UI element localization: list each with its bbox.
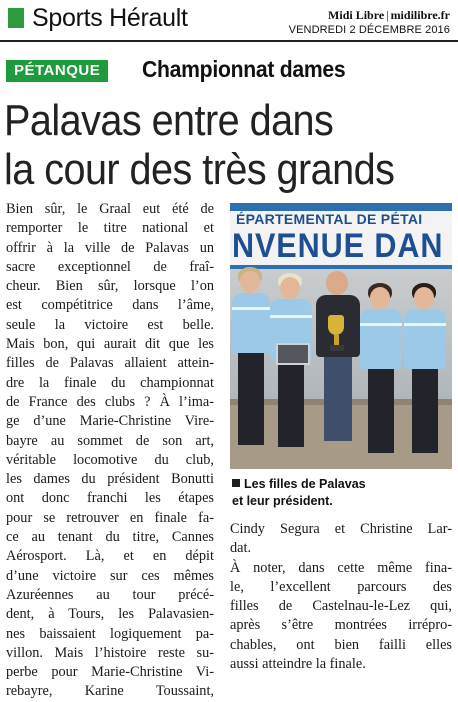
body-line: seule la victoire est belle. bbox=[6, 316, 214, 333]
jacket-stripe bbox=[404, 323, 446, 326]
face-shape bbox=[414, 287, 434, 309]
trousers-shape bbox=[412, 369, 438, 453]
headline-line: Palavas entre dans bbox=[4, 96, 334, 145]
section-title: Sports Hérault bbox=[32, 4, 188, 32]
face-shape bbox=[280, 277, 300, 299]
body-line: Azuréennes au tour précé- bbox=[6, 586, 214, 603]
page-header bbox=[0, 0, 458, 46]
brand-separator: | bbox=[386, 8, 389, 22]
jacket-stripe bbox=[232, 307, 270, 310]
body-line: cheur. Bien sûr, lorsque l’on bbox=[6, 278, 214, 295]
body-line: dre la finale du championnat bbox=[6, 374, 214, 391]
photo-caption bbox=[232, 476, 366, 510]
body-line: remporter le titre national et bbox=[6, 220, 214, 237]
body-line: Bien sûr, le Graal eut été de bbox=[6, 201, 214, 217]
header-rule bbox=[0, 40, 458, 42]
body-line: bayre au sommet de son art, bbox=[6, 432, 214, 449]
body-line: dat. bbox=[230, 540, 252, 557]
team-photo bbox=[230, 203, 452, 469]
trousers-shape bbox=[238, 353, 264, 445]
caption-line bbox=[232, 476, 366, 493]
issue-date: VENDREDI 2 DÉCEMBRE 2016 bbox=[288, 24, 450, 36]
body-line: d’une victoire sur ces mêmes bbox=[6, 567, 214, 584]
banner-text-top: ÉPARTEMENTAL DE PÉTAI bbox=[236, 211, 423, 227]
body-line: filles de Castelnau-le-Lez qui, bbox=[230, 598, 452, 615]
face-shape bbox=[370, 287, 390, 309]
face-shape bbox=[326, 271, 348, 295]
body-line: ce au tenant du titre, Cannes bbox=[6, 529, 214, 546]
newspaper-brand bbox=[328, 8, 450, 23]
banner-stripe bbox=[230, 203, 452, 211]
body-line: véritable locomotive du club, bbox=[6, 451, 214, 468]
body-line: pour se retrouver en finale fa- bbox=[6, 509, 214, 526]
trousers-shape bbox=[368, 369, 394, 453]
trousers-shape bbox=[324, 357, 352, 441]
photo-banner bbox=[230, 203, 452, 269]
brand-name: Midi Libre bbox=[328, 8, 385, 22]
jacket-shape bbox=[404, 309, 446, 369]
body-line: Mais bon, qui aurait dit que les bbox=[6, 336, 214, 353]
article-headline bbox=[4, 96, 394, 194]
brand-site: midilibre.fr bbox=[390, 8, 450, 22]
body-line: ge d’une Marie-Christine Vire- bbox=[6, 413, 214, 430]
trophy-shape bbox=[328, 315, 344, 335]
body-line: après s’être montrées irrépro- bbox=[230, 617, 452, 634]
body-line: offrir à la ville de Palavas un bbox=[6, 239, 214, 256]
jacket-stripe bbox=[270, 315, 312, 318]
body-line: villon. Mais l’histoire reste su- bbox=[6, 644, 214, 661]
body-line: rebayre, Karine Toussaint, bbox=[6, 683, 214, 700]
jacket-shape bbox=[232, 293, 270, 353]
section-marker bbox=[8, 8, 24, 28]
award-plaque bbox=[276, 343, 310, 365]
caption-text: Les filles de Palavas bbox=[244, 477, 366, 491]
body-line: sacre exceptionnel de fraî- bbox=[6, 258, 214, 275]
trousers-shape bbox=[278, 361, 304, 447]
body-line: le, l’excellent parcours des bbox=[230, 578, 452, 595]
body-line: perbe pour Marie-Christine Vi- bbox=[6, 664, 214, 681]
body-line: est compétitrice dans l’âme, bbox=[6, 297, 214, 314]
body-column-left bbox=[6, 200, 214, 702]
body-line: ont donc franchi les étapes bbox=[6, 490, 214, 507]
headline-line: la cour des très grands bbox=[4, 145, 395, 194]
caption-bullet bbox=[232, 479, 240, 487]
article-kicker: Championnat dames bbox=[142, 56, 346, 82]
face-shape bbox=[240, 271, 260, 293]
body-line: À noter, dans cette même fina- bbox=[230, 559, 452, 576]
body-line: chables, ont bien failli elles bbox=[230, 636, 452, 653]
caption-line: et leur président. bbox=[232, 494, 333, 508]
body-line: les dames du président Bonutti bbox=[6, 471, 214, 488]
sport-tag: PÉTANQUE bbox=[6, 60, 108, 82]
body-line: filles de Palavas allaient attein- bbox=[6, 355, 214, 372]
body-line: dent, à Tours, les Palavasien- bbox=[6, 606, 214, 623]
jacket-stripe bbox=[360, 323, 402, 326]
body-line: aussi atteindre la finale. bbox=[230, 656, 366, 673]
body-line: Cindy Segura et Christine Lar- bbox=[230, 521, 452, 537]
banner-text-main: NVENUE DAN bbox=[232, 227, 444, 265]
body-line: nes baissaient logiquement pa- bbox=[6, 625, 214, 642]
trophy-base bbox=[330, 345, 344, 351]
body-line: Aérosport. Là, et en dépit bbox=[6, 548, 214, 565]
jacket-shape bbox=[360, 309, 402, 369]
body-line: de France des clubs ? À l’ima- bbox=[6, 393, 214, 410]
body-column-right bbox=[230, 520, 452, 674]
